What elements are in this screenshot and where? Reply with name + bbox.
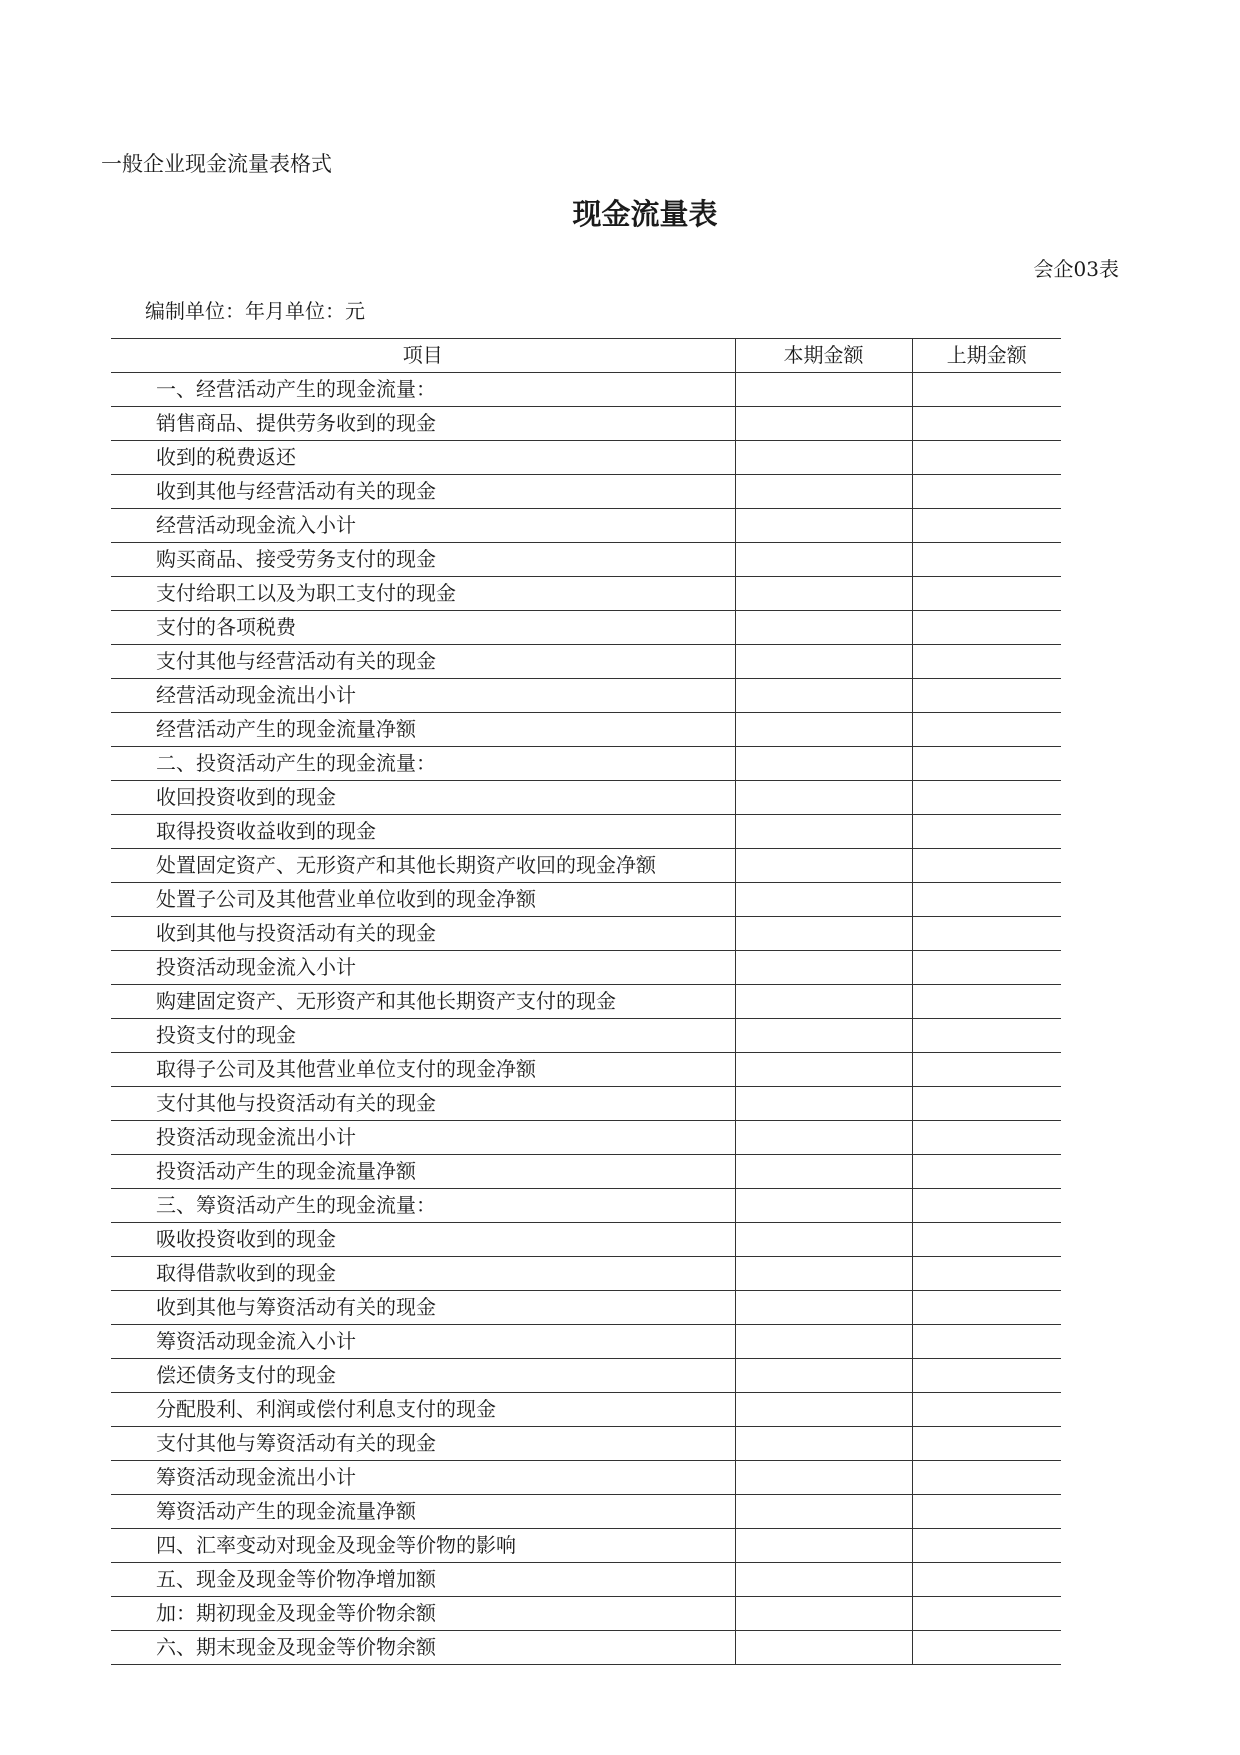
previous-amount-cell[interactable]	[912, 951, 1061, 985]
previous-amount-cell[interactable]	[912, 679, 1061, 713]
table-row	[111, 509, 1061, 543]
current-amount-cell[interactable]	[735, 509, 912, 543]
row-item-label: 收到的税费返还	[111, 441, 735, 475]
previous-amount-cell[interactable]	[912, 1019, 1061, 1053]
row-item-label: 一、经营活动产生的现金流量：	[111, 373, 735, 407]
page-title: 现金流量表	[572, 197, 718, 231]
current-amount-cell[interactable]	[735, 407, 912, 441]
table-row	[111, 441, 1061, 475]
table-row	[111, 475, 1061, 509]
row-item-label: 收到其他与筹资活动有关的现金	[111, 1291, 735, 1325]
previous-amount-cell[interactable]	[912, 1529, 1061, 1563]
previous-amount-cell[interactable]	[912, 1189, 1061, 1223]
preparer-unit-line: 编制单位：年月单位：元	[145, 299, 365, 323]
previous-amount-cell[interactable]	[912, 1325, 1061, 1359]
current-amount-cell[interactable]	[735, 1529, 912, 1563]
row-item-label: 五、现金及现金等价物净增加额	[111, 1563, 735, 1597]
document-caption: 一般企业现金流量表格式	[101, 152, 332, 176]
row-item-label: 收到其他与投资活动有关的现金	[111, 917, 735, 951]
previous-amount-cell[interactable]	[912, 1631, 1061, 1665]
previous-amount-cell[interactable]	[912, 1087, 1061, 1121]
table-row	[111, 1461, 1061, 1495]
table-row	[111, 917, 1061, 951]
current-amount-cell[interactable]	[735, 1053, 912, 1087]
current-amount-cell[interactable]	[735, 1631, 912, 1665]
current-amount-cell[interactable]	[735, 441, 912, 475]
current-amount-cell[interactable]	[735, 1257, 912, 1291]
table-row	[111, 1257, 1061, 1291]
previous-amount-cell[interactable]	[912, 1597, 1061, 1631]
previous-amount-cell[interactable]	[912, 645, 1061, 679]
previous-amount-cell[interactable]	[912, 407, 1061, 441]
cash-flow-table	[111, 338, 1061, 1665]
row-item-label: 取得借款收到的现金	[111, 1257, 735, 1291]
table-row	[111, 373, 1061, 407]
previous-amount-cell[interactable]	[912, 917, 1061, 951]
previous-amount-cell[interactable]	[912, 1257, 1061, 1291]
row-item-label: 支付其他与筹资活动有关的现金	[111, 1427, 735, 1461]
current-amount-cell[interactable]	[735, 883, 912, 917]
previous-amount-cell[interactable]	[912, 1495, 1061, 1529]
current-amount-cell[interactable]	[735, 1291, 912, 1325]
current-amount-cell[interactable]	[735, 611, 912, 645]
row-item-label: 支付其他与投资活动有关的现金	[111, 1087, 735, 1121]
current-amount-cell[interactable]	[735, 1223, 912, 1257]
table-row	[111, 1019, 1061, 1053]
table-row	[111, 679, 1061, 713]
table-row	[111, 1325, 1061, 1359]
column-header-previous-amount: 上期金额	[912, 339, 1061, 373]
previous-amount-cell[interactable]	[912, 1427, 1061, 1461]
row-item-label: 处置固定资产、无形资产和其他长期资产收回的现金净额	[111, 849, 735, 883]
previous-amount-cell[interactable]	[912, 781, 1061, 815]
previous-amount-cell[interactable]	[912, 475, 1061, 509]
row-item-label: 二、投资活动产生的现金流量：	[111, 747, 735, 781]
current-amount-cell[interactable]	[735, 1495, 912, 1529]
previous-amount-cell[interactable]	[912, 1359, 1061, 1393]
current-amount-cell[interactable]	[735, 849, 912, 883]
row-item-label: 筹资活动现金流入小计	[111, 1325, 735, 1359]
previous-amount-cell[interactable]	[912, 509, 1061, 543]
table-row	[111, 543, 1061, 577]
current-amount-cell[interactable]	[735, 645, 912, 679]
row-item-label: 投资活动现金流出小计	[111, 1121, 735, 1155]
current-amount-cell[interactable]	[735, 1393, 912, 1427]
table-row	[111, 1121, 1061, 1155]
table-row	[111, 849, 1061, 883]
current-amount-cell[interactable]	[735, 1019, 912, 1053]
table-row	[111, 1359, 1061, 1393]
current-amount-cell[interactable]	[735, 543, 912, 577]
current-amount-cell[interactable]	[735, 1597, 912, 1631]
previous-amount-cell[interactable]	[912, 985, 1061, 1019]
previous-amount-cell[interactable]	[912, 1121, 1061, 1155]
current-amount-cell[interactable]	[735, 577, 912, 611]
previous-amount-cell[interactable]	[912, 441, 1061, 475]
row-item-label: 收回投资收到的现金	[111, 781, 735, 815]
column-header-item: 项目	[111, 339, 735, 373]
previous-amount-cell[interactable]	[912, 849, 1061, 883]
current-amount-cell[interactable]	[735, 1427, 912, 1461]
table-row	[111, 1495, 1061, 1529]
table-body	[111, 373, 1061, 1665]
table-row	[111, 1597, 1061, 1631]
row-item-label: 投资活动现金流入小计	[111, 951, 735, 985]
table-row	[111, 1427, 1061, 1461]
current-amount-cell[interactable]	[735, 1359, 912, 1393]
previous-amount-cell[interactable]	[912, 1393, 1061, 1427]
current-amount-cell[interactable]	[735, 747, 912, 781]
previous-amount-cell[interactable]	[912, 1563, 1061, 1597]
row-item-label: 六、期末现金及现金等价物余额	[111, 1631, 735, 1665]
previous-amount-cell[interactable]	[912, 713, 1061, 747]
current-amount-cell[interactable]	[735, 1563, 912, 1597]
table-row	[111, 1223, 1061, 1257]
current-amount-cell[interactable]	[735, 1121, 912, 1155]
previous-amount-cell[interactable]	[912, 815, 1061, 849]
current-amount-cell[interactable]	[735, 713, 912, 747]
table-header-row	[111, 339, 1061, 373]
row-item-label: 分配股利、利润或偿付利息支付的现金	[111, 1393, 735, 1427]
row-item-label: 经营活动产生的现金流量净额	[111, 713, 735, 747]
current-amount-cell[interactable]	[735, 1325, 912, 1359]
row-item-label: 处置子公司及其他营业单位收到的现金净额	[111, 883, 735, 917]
table-row	[111, 1291, 1061, 1325]
row-item-label: 四、汇率变动对现金及现金等价物的影响	[111, 1529, 735, 1563]
current-amount-cell[interactable]	[735, 373, 912, 407]
current-amount-cell[interactable]	[735, 679, 912, 713]
current-amount-cell[interactable]	[735, 781, 912, 815]
table-row	[111, 645, 1061, 679]
previous-amount-cell[interactable]	[912, 1291, 1061, 1325]
row-item-label: 筹资活动产生的现金流量净额	[111, 1495, 735, 1529]
table-row	[111, 1155, 1061, 1189]
row-item-label: 购买商品、接受劳务支付的现金	[111, 543, 735, 577]
previous-amount-cell[interactable]	[912, 577, 1061, 611]
column-header-current-amount: 本期金额	[735, 339, 912, 373]
table-row	[111, 951, 1061, 985]
current-amount-cell[interactable]	[735, 985, 912, 1019]
row-item-label: 加：期初现金及现金等价物余额	[111, 1597, 735, 1631]
table-row	[111, 1087, 1061, 1121]
table-row	[111, 713, 1061, 747]
table-row	[111, 577, 1061, 611]
current-amount-cell[interactable]	[735, 475, 912, 509]
previous-amount-cell[interactable]	[912, 747, 1061, 781]
table-row	[111, 1393, 1061, 1427]
current-amount-cell[interactable]	[735, 1461, 912, 1495]
row-item-label: 筹资活动现金流出小计	[111, 1461, 735, 1495]
previous-amount-cell[interactable]	[912, 1053, 1061, 1087]
table-row	[111, 407, 1061, 441]
table-row	[111, 1563, 1061, 1597]
table-row	[111, 1189, 1061, 1223]
previous-amount-cell[interactable]	[912, 1155, 1061, 1189]
form-code: 会企03表	[1033, 257, 1119, 281]
row-item-label: 偿还债务支付的现金	[111, 1359, 735, 1393]
table-row	[111, 985, 1061, 1019]
row-item-label: 吸收投资收到的现金	[111, 1223, 735, 1257]
table-row	[111, 1631, 1061, 1665]
current-amount-cell[interactable]	[735, 917, 912, 951]
row-item-label: 收到其他与经营活动有关的现金	[111, 475, 735, 509]
row-item-label: 经营活动现金流出小计	[111, 679, 735, 713]
row-item-label: 支付的各项税费	[111, 611, 735, 645]
current-amount-cell[interactable]	[735, 1087, 912, 1121]
table-row	[111, 883, 1061, 917]
previous-amount-cell[interactable]	[912, 1461, 1061, 1495]
row-item-label: 三、筹资活动产生的现金流量：	[111, 1189, 735, 1223]
previous-amount-cell[interactable]	[912, 373, 1061, 407]
row-item-label: 取得投资收益收到的现金	[111, 815, 735, 849]
previous-amount-cell[interactable]	[912, 883, 1061, 917]
current-amount-cell[interactable]	[735, 951, 912, 985]
row-item-label: 取得子公司及其他营业单位支付的现金净额	[111, 1053, 735, 1087]
table-row	[111, 1529, 1061, 1563]
row-item-label: 投资支付的现金	[111, 1019, 735, 1053]
table-row	[111, 747, 1061, 781]
row-item-label: 购建固定资产、无形资产和其他长期资产支付的现金	[111, 985, 735, 1019]
row-item-label: 销售商品、提供劳务收到的现金	[111, 407, 735, 441]
current-amount-cell[interactable]	[735, 815, 912, 849]
row-item-label: 经营活动现金流入小计	[111, 509, 735, 543]
current-amount-cell[interactable]	[735, 1155, 912, 1189]
previous-amount-cell[interactable]	[912, 611, 1061, 645]
current-amount-cell[interactable]	[735, 1189, 912, 1223]
row-item-label: 支付给职工以及为职工支付的现金	[111, 577, 735, 611]
previous-amount-cell[interactable]	[912, 543, 1061, 577]
row-item-label: 支付其他与经营活动有关的现金	[111, 645, 735, 679]
previous-amount-cell[interactable]	[912, 1223, 1061, 1257]
table-row	[111, 781, 1061, 815]
table-row	[111, 815, 1061, 849]
row-item-label: 投资活动产生的现金流量净额	[111, 1155, 735, 1189]
table-row	[111, 1053, 1061, 1087]
table-row	[111, 611, 1061, 645]
